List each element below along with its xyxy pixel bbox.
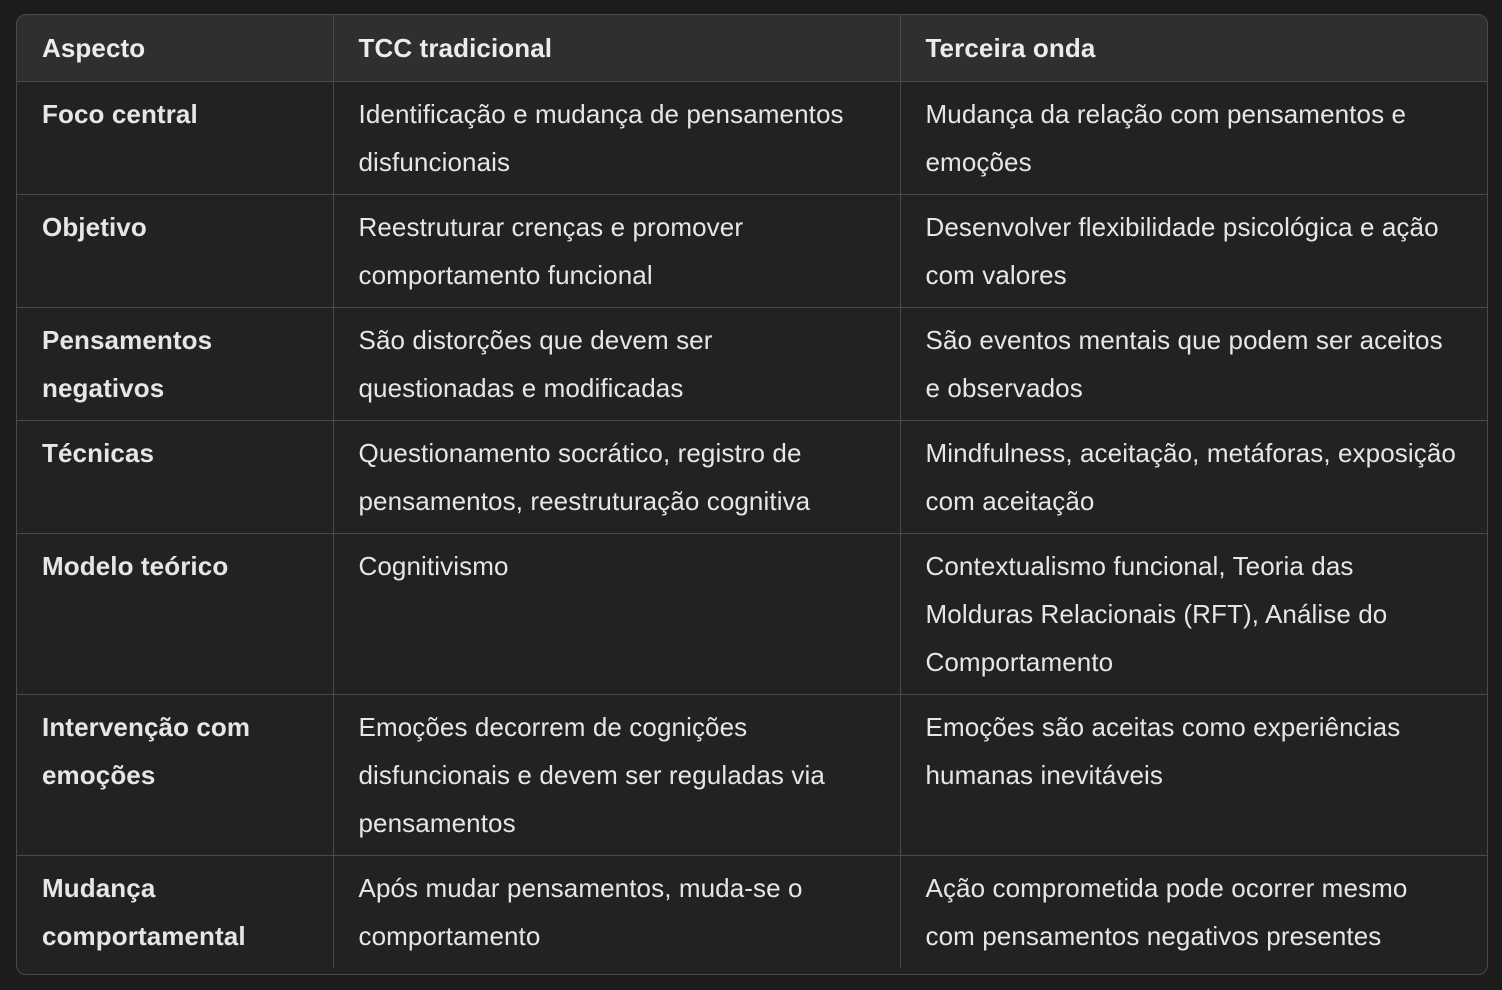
header-terceira-onda: Terceira onda [900,15,1487,82]
table-row [17,195,1487,308]
row-third-wave-cell: Ação comprometida pode ocorrer mesmo com pensamentos negativos presentes [925,873,1408,951]
table-row [17,82,1487,195]
row-tcc-cell: Após mudar pensamentos, muda-se o comportamento [333,856,900,969]
row-tcc-cell: Cognitivismo [333,534,900,695]
row-aspect-cell: Técnicas [17,421,333,534]
comparison-table-container [16,14,1488,975]
table-row [17,695,1487,856]
row-third-wave-cell: Mindfulness, aceitação, metáforas, exposição com aceitação [900,421,1487,534]
row-tcc-cell: Identificação e mudança de pensamentos disfuncionais [333,82,900,195]
row-aspect-cell: Objetivo [17,195,333,308]
table-row [17,856,1487,969]
table-row [17,421,1487,534]
row-aspect-cell: Mudança comportamental [17,856,333,969]
row-aspect-cell: Modelo teórico [17,534,333,695]
row-third-wave-cell: Contextualismo funcional, Teoria das Molduras Relacionais (RFT), Análise do Comportamento [900,534,1487,695]
row-tcc-cell: São distorções que devem ser questionadas e modificadas [333,308,900,421]
header-aspect: Aspecto [17,15,333,82]
row-third-wave-cell: Emoções são aceitas como experiências humanas inevitáveis [900,695,1487,856]
row-aspect-cell: Pensamentos negativos [17,308,333,421]
table-row [17,534,1487,695]
table-header-row [17,15,1487,82]
table-row [17,308,1487,421]
row-tcc-cell: Emoções decorrem de cognições disfuncionais e devem ser reguladas via pensamentos [333,695,900,856]
row-aspect-cell: Foco central [17,82,333,195]
row-third-wave-cell: Desenvolver flexibilidade psicológica e ação com valores [900,195,1487,308]
row-third-wave-cell: Mudança da relação com pensamentos e emoções [900,82,1487,195]
comparison-table [17,15,1487,968]
row-tcc-cell: Questionamento socrático, registro de pensamentos, reestruturação cognitiva [333,421,900,534]
row-tcc-cell: Reestruturar crenças e promover comportamento funcional [333,195,900,308]
header-tcc-tradicional: TCC tradicional [333,15,900,82]
row-third-wave-cell: São eventos mentais que podem ser aceitos e observados [900,308,1487,421]
row-aspect-cell: Intervenção com emoções [17,695,333,856]
